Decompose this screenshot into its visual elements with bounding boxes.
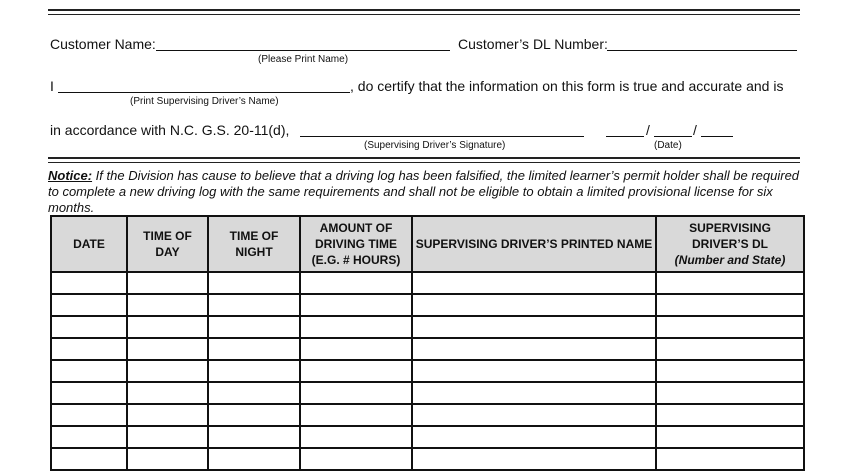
supervising-signature-field[interactable] [300, 136, 584, 137]
table-row [51, 426, 804, 448]
header-time-of-day: TIME OF DAY [127, 216, 208, 272]
accordance-label: in accordance with N.C. G.S. 20-11(d), [50, 122, 290, 138]
time-of-night-cell[interactable] [208, 382, 300, 404]
supervising-driver-name-field[interactable] [58, 92, 350, 93]
supervising-name-cell[interactable] [412, 316, 656, 338]
supervising-dl-cell[interactable] [656, 272, 804, 294]
date-cell[interactable] [51, 338, 127, 360]
notice-rule-thin [48, 162, 800, 163]
supervising-dl-cell[interactable] [656, 448, 804, 470]
supervising-dl-cell[interactable] [656, 338, 804, 360]
signature-hint: (Supervising Driver’s Signature) [364, 140, 506, 151]
table-header-row [51, 216, 804, 272]
table-row [51, 272, 804, 294]
supervising-dl-cell[interactable] [656, 404, 804, 426]
top-rule-thin [48, 14, 800, 15]
print-name-hint: (Please Print Name) [258, 54, 349, 65]
time-of-day-cell[interactable] [127, 338, 208, 360]
print-supervising-hint: (Print Supervising Driver’s Name) [130, 96, 279, 107]
supervising-name-cell[interactable] [412, 360, 656, 382]
date-day-field[interactable] [654, 136, 692, 137]
date-cell[interactable] [51, 360, 127, 382]
notice-text: If the Division has cause to believe that a driving log has been falsified, the limited learner’s permit holder shall be required to complete a new driving log with the same requirements and shall not be eligible to obtain a limited provisional license for six months. [48, 168, 800, 215]
time-of-day-cell[interactable] [127, 404, 208, 426]
time-of-day-cell[interactable] [127, 360, 208, 382]
table-row [51, 448, 804, 470]
date-cell[interactable] [51, 382, 127, 404]
customer-name-label: Customer Name: [50, 36, 156, 52]
supervising-name-cell[interactable] [412, 404, 656, 426]
supervising-name-cell[interactable] [412, 294, 656, 316]
certify-statement: , do certify that the information on this form is true and accurate and is [350, 78, 784, 94]
driving-time-cell[interactable] [300, 382, 412, 404]
customer-dl-label: Customer’s DL Number: [458, 36, 608, 52]
notice-rule-thick [48, 157, 800, 159]
table-row [51, 404, 804, 426]
driving-time-cell[interactable] [300, 338, 412, 360]
date-hint: (Date) [654, 140, 682, 151]
time-of-night-cell[interactable] [208, 316, 300, 338]
supervising-dl-cell[interactable] [656, 316, 804, 338]
header-time-of-night: TIME OF NIGHT [208, 216, 300, 272]
customer-dl-field[interactable] [607, 50, 797, 51]
customer-name-field[interactable] [156, 50, 450, 51]
supervising-name-cell[interactable] [412, 338, 656, 360]
certify-prefix: I [50, 78, 54, 94]
time-of-night-cell[interactable] [208, 404, 300, 426]
table-row [51, 382, 804, 404]
driving-time-cell[interactable] [300, 316, 412, 338]
header-date: DATE [51, 216, 127, 272]
table-row [51, 338, 804, 360]
notice-paragraph [48, 168, 808, 216]
time-of-night-cell[interactable] [208, 448, 300, 470]
driving-time-cell[interactable] [300, 272, 412, 294]
supervising-name-cell[interactable] [412, 272, 656, 294]
header-supervising-dl: SUPERVISING DRIVER’S DL (Number and State) [656, 216, 804, 272]
supervising-dl-cell[interactable] [656, 294, 804, 316]
header-amount-driving-time: AMOUNT OF DRIVING TIME (E.G. # HOURS) [300, 216, 412, 272]
date-cell[interactable] [51, 404, 127, 426]
date-slash: / [693, 122, 697, 138]
supervising-name-cell[interactable] [412, 426, 656, 448]
table-row [51, 294, 804, 316]
time-of-day-cell[interactable] [127, 294, 208, 316]
driving-log-table [50, 215, 805, 471]
driving-time-cell[interactable] [300, 360, 412, 382]
driving-time-cell[interactable] [300, 404, 412, 426]
date-cell[interactable] [51, 316, 127, 338]
supervising-name-cell[interactable] [412, 382, 656, 404]
notice-label: Notice: [48, 168, 93, 183]
date-year-field[interactable] [701, 136, 733, 137]
date-cell[interactable] [51, 426, 127, 448]
date-cell[interactable] [51, 448, 127, 470]
time-of-night-cell[interactable] [208, 360, 300, 382]
date-cell[interactable] [51, 272, 127, 294]
date-month-field[interactable] [606, 136, 644, 137]
header-supervising-name: SUPERVISING DRIVER’S PRINTED NAME [412, 216, 656, 272]
time-of-day-cell[interactable] [127, 426, 208, 448]
supervising-dl-cell[interactable] [656, 360, 804, 382]
time-of-day-cell[interactable] [127, 272, 208, 294]
time-of-night-cell[interactable] [208, 294, 300, 316]
time-of-night-cell[interactable] [208, 338, 300, 360]
supervising-dl-cell[interactable] [656, 426, 804, 448]
date-slash: / [646, 122, 650, 138]
supervising-name-cell[interactable] [412, 448, 656, 470]
driving-time-cell[interactable] [300, 426, 412, 448]
table-row [51, 360, 804, 382]
time-of-day-cell[interactable] [127, 382, 208, 404]
time-of-day-cell[interactable] [127, 448, 208, 470]
top-rule-thick [48, 9, 800, 11]
time-of-night-cell[interactable] [208, 272, 300, 294]
driving-time-cell[interactable] [300, 448, 412, 470]
table-row [51, 316, 804, 338]
date-cell[interactable] [51, 294, 127, 316]
time-of-night-cell[interactable] [208, 426, 300, 448]
supervising-dl-cell[interactable] [656, 382, 804, 404]
driving-time-cell[interactable] [300, 294, 412, 316]
time-of-day-cell[interactable] [127, 316, 208, 338]
